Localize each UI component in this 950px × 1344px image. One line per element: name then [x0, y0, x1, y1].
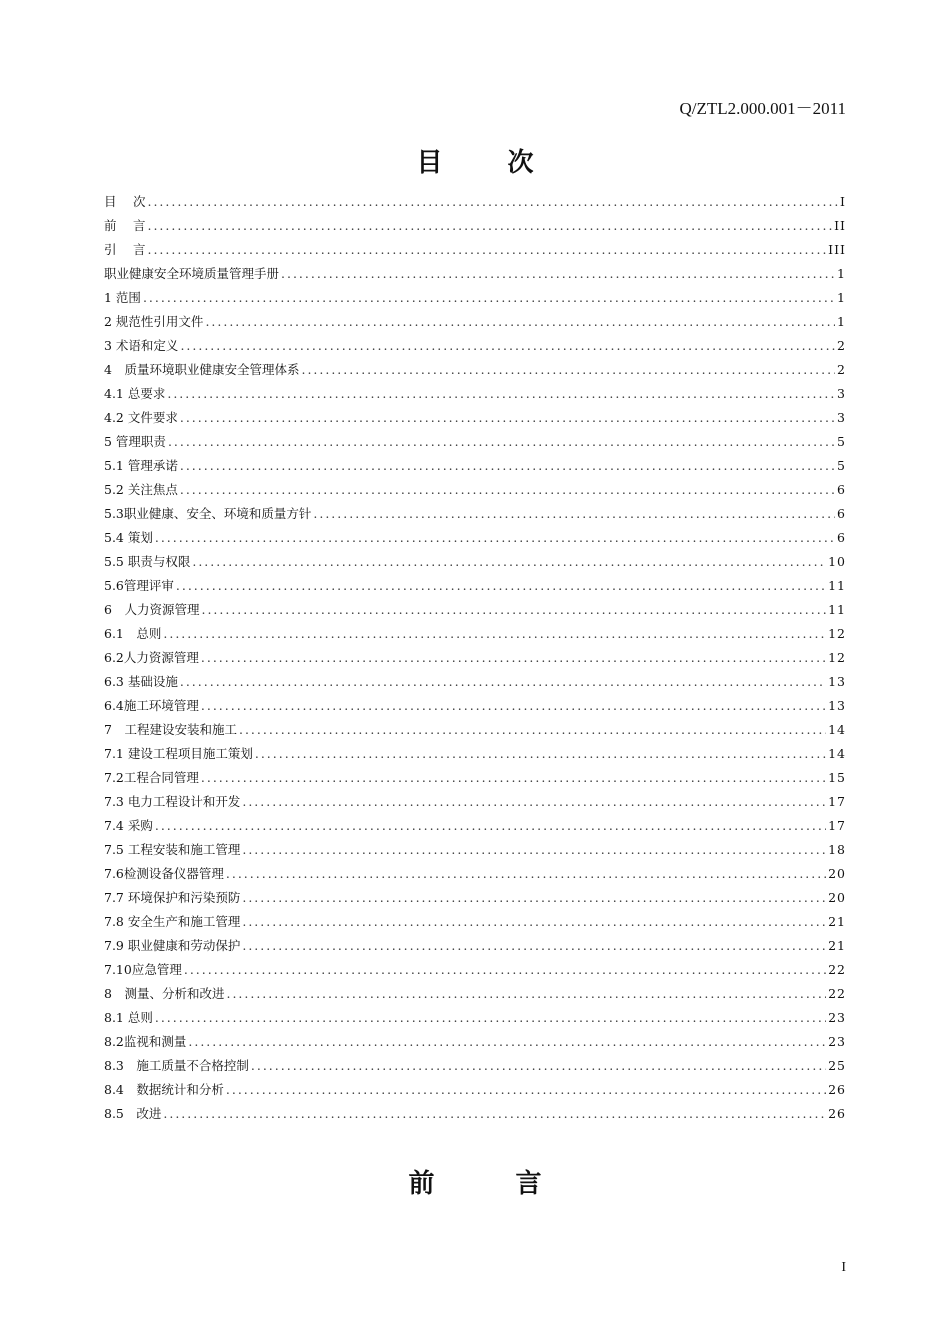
toc-dot-leader [242, 910, 826, 934]
toc-entry-label: 7.7 环境保护和污染预防 [104, 890, 241, 905]
toc-entry[interactable] [104, 574, 846, 598]
toc-dot-leader [251, 1054, 826, 1078]
toc-entry-label: 5.2 关注焦点 [104, 482, 178, 497]
toc-entry[interactable] [104, 550, 846, 574]
toc-entry-label: 5.6管理评审 [104, 578, 174, 593]
toc-entry[interactable] [104, 934, 846, 958]
toc-entry-page: 20 [828, 866, 846, 881]
toc-entry-page: 11 [828, 602, 846, 617]
toc-dot-leader [313, 502, 835, 526]
toc-entry-label: 4.1 总要求 [104, 386, 166, 401]
toc-dot-leader [155, 814, 826, 838]
toc-dot-leader [180, 454, 835, 478]
toc-dot-leader [163, 622, 826, 646]
toc-entry[interactable] [104, 958, 846, 982]
toc-entry-page: I [840, 194, 846, 209]
toc-dot-leader [192, 550, 826, 574]
toc-dot-leader [255, 742, 826, 766]
toc-dot-leader [201, 766, 826, 790]
toc-entry-label: 4 质量环境职业健康安全管理体系 [104, 362, 300, 377]
toc-entry-label: 前 言 [104, 218, 146, 233]
toc-dot-leader [163, 1102, 826, 1126]
toc-entry[interactable] [104, 766, 846, 790]
toc-entry[interactable] [104, 1054, 846, 1078]
toc-entry-page: 6 [837, 506, 846, 521]
toc-entry-page: 3 [837, 410, 846, 425]
toc-entry-label: 5.5 职责与权限 [104, 554, 191, 569]
preface-title: 前 言 [408, 1169, 578, 1199]
toc-entry-label: 4.2 文件要求 [104, 410, 178, 425]
toc-entry-label: 7 工程建设安装和施工 [104, 722, 237, 737]
toc-entry-page: 10 [828, 554, 846, 569]
toc-entry-label: 1 范围 [104, 290, 141, 305]
toc-dot-leader [147, 238, 826, 262]
toc-dot-leader [242, 934, 826, 958]
toc-entry-label: 7.9 职业健康和劳动保护 [104, 938, 241, 953]
toc-entry[interactable] [104, 262, 846, 286]
toc-entry-label: 6.1 总则 [104, 626, 162, 641]
toc-dot-leader [239, 718, 826, 742]
toc-entry-page: 2 [837, 338, 846, 353]
toc-entry-page: 6 [837, 482, 846, 497]
toc-entry-page: 5 [837, 434, 846, 449]
page-number: I [841, 1260, 846, 1275]
toc-entry[interactable] [104, 310, 846, 334]
toc-entry[interactable] [104, 742, 846, 766]
toc-entry[interactable] [104, 646, 846, 670]
toc-entry-page: 25 [828, 1058, 846, 1073]
toc-entry-page: 26 [828, 1082, 846, 1097]
toc-dot-leader [180, 670, 826, 694]
toc-entry-label: 7.1 建设工程项目施工策划 [104, 746, 253, 761]
toc-dot-leader [301, 358, 835, 382]
toc-title: 目 次 [416, 148, 562, 178]
toc-entry[interactable] [104, 1006, 846, 1030]
toc-entry[interactable] [104, 430, 846, 454]
toc-entry-page: 1 [837, 314, 846, 329]
toc-entry-page: III [828, 242, 846, 257]
toc-entry[interactable] [104, 790, 846, 814]
toc-entry-label: 7.5 工程安装和施工管理 [104, 842, 241, 857]
toc-entry[interactable] [104, 214, 846, 238]
toc-entry[interactable] [104, 502, 846, 526]
toc-entry-label: 7.10应急管理 [104, 962, 182, 977]
toc-dot-leader [281, 262, 835, 286]
toc-entry[interactable] [104, 838, 846, 862]
toc-entry[interactable] [104, 334, 846, 358]
toc-entry-page: 3 [837, 386, 846, 401]
toc-entry-label: 职业健康安全环境质量管理手册 [104, 266, 280, 281]
toc-entry-page: II [834, 218, 846, 233]
toc-dot-leader [226, 1078, 826, 1102]
toc-dot-leader [184, 958, 826, 982]
toc-entry-page: 23 [828, 1010, 846, 1025]
toc-dot-leader [226, 862, 826, 886]
toc-entry[interactable] [104, 406, 846, 430]
toc-entry-page: 23 [828, 1034, 846, 1049]
toc-entry-label: 目 次 [104, 194, 146, 209]
toc-dot-leader [242, 790, 826, 814]
toc-entry-page: 21 [828, 914, 846, 929]
toc-entry-label: 8.3 施工质量不合格控制 [104, 1058, 249, 1073]
toc-entry-label: 6.2人力资源管理 [104, 650, 199, 665]
toc-dot-leader [201, 694, 826, 718]
toc-entry-page: 2 [837, 362, 846, 377]
toc-entry[interactable] [104, 358, 846, 382]
toc-entry[interactable] [104, 982, 846, 1006]
toc-entry[interactable] [104, 694, 846, 718]
toc-dot-leader [201, 646, 826, 670]
toc-dot-leader [155, 1006, 826, 1030]
toc-entry-page: 1 [837, 290, 846, 305]
toc-dot-leader [168, 430, 835, 454]
toc-entry-page: 26 [828, 1106, 846, 1121]
toc-entry[interactable] [104, 454, 846, 478]
toc-entry[interactable] [104, 526, 846, 550]
toc-entry[interactable] [104, 718, 846, 742]
toc-entry[interactable] [104, 478, 846, 502]
toc-dot-leader [147, 190, 838, 214]
toc-dot-leader [167, 382, 835, 406]
toc-dot-leader [147, 214, 832, 238]
toc-entry-page: 14 [828, 746, 846, 761]
toc-entry-page: 12 [828, 626, 846, 641]
toc-entry[interactable] [104, 862, 846, 886]
toc-entry-page: 13 [828, 698, 846, 713]
toc-entry-label: 3 术语和定义 [104, 338, 179, 353]
toc-entry[interactable] [104, 1030, 846, 1054]
toc-entry-label: 8 测量、分析和改进 [104, 986, 225, 1001]
toc-entry-label: 8.1 总则 [104, 1010, 153, 1025]
toc-entry-label: 8.4 数据统计和分析 [104, 1082, 224, 1097]
toc-entry-page: 6 [837, 530, 846, 545]
toc-entry-page: 18 [828, 842, 846, 857]
toc-entry-label: 5 管理职责 [104, 434, 166, 449]
toc-entry[interactable] [104, 598, 846, 622]
toc-entry[interactable] [104, 670, 846, 694]
toc-entry[interactable] [104, 238, 846, 262]
toc-entry-page: 17 [828, 794, 846, 809]
toc-entry-label: 7.3 电力工程设计和开发 [104, 794, 241, 809]
toc-entry-page: 21 [828, 938, 846, 953]
toc-entry[interactable] [104, 286, 846, 310]
toc-entry-label: 5.4 策划 [104, 530, 153, 545]
toc-dot-leader [143, 286, 835, 310]
toc-entry-page: 14 [828, 722, 846, 737]
toc-entry-page: 15 [828, 770, 846, 785]
toc-entry-label: 5.3职业健康、安全、环境和质量方针 [104, 506, 312, 521]
toc-entry-label: 6.3 基础设施 [104, 674, 178, 689]
toc-entry[interactable] [104, 910, 846, 934]
toc-entry-label: 7.2工程合同管理 [104, 770, 199, 785]
toc-entry-page: 12 [828, 650, 846, 665]
toc-entry[interactable] [104, 886, 846, 910]
toc-entry-page: 1 [837, 266, 846, 281]
toc-dot-leader [180, 478, 835, 502]
toc-entry-label: 2 规范性引用文件 [104, 314, 204, 329]
toc-entry[interactable] [104, 814, 846, 838]
toc-entry-label: 引 言 [104, 242, 146, 257]
toc-dot-leader [242, 838, 826, 862]
toc-dot-leader [188, 1030, 826, 1054]
toc-dot-leader [180, 406, 835, 430]
toc-entry-page: 13 [828, 674, 846, 689]
toc-entry[interactable] [104, 382, 846, 406]
toc-list [104, 190, 846, 1126]
toc-entry-label: 6.4施工环境管理 [104, 698, 199, 713]
toc-entry-label: 6 人力资源管理 [104, 602, 200, 617]
toc-entry-label: 8.2监视和测量 [104, 1034, 187, 1049]
toc-entry-page: 5 [837, 458, 846, 473]
toc-dot-leader [155, 526, 835, 550]
toc-entry-label: 5.1 管理承诺 [104, 458, 178, 473]
toc-entry[interactable] [104, 1102, 846, 1126]
toc-entry-page: 22 [828, 986, 846, 1001]
toc-dot-leader [201, 598, 826, 622]
toc-dot-leader [176, 574, 826, 598]
toc-entry[interactable] [104, 1078, 846, 1102]
toc-entry-label: 7.6检测设备仪器管理 [104, 866, 224, 881]
document-code: Q/ZTL2.000.001－2011 [679, 99, 846, 118]
toc-entry-page: 17 [828, 818, 846, 833]
toc-entry-page: 11 [828, 578, 846, 593]
toc-dot-leader [180, 334, 835, 358]
toc-entry-label: 7.4 采购 [104, 818, 153, 833]
toc-dot-leader [226, 982, 826, 1006]
toc-entry[interactable] [104, 190, 846, 214]
toc-entry[interactable] [104, 622, 846, 646]
toc-dot-leader [205, 310, 835, 334]
toc-entry-page: 20 [828, 890, 846, 905]
toc-entry-label: 7.8 安全生产和施工管理 [104, 914, 241, 929]
toc-dot-leader [242, 886, 826, 910]
toc-entry-page: 22 [828, 962, 846, 977]
toc-entry-label: 8.5 改进 [104, 1106, 162, 1121]
